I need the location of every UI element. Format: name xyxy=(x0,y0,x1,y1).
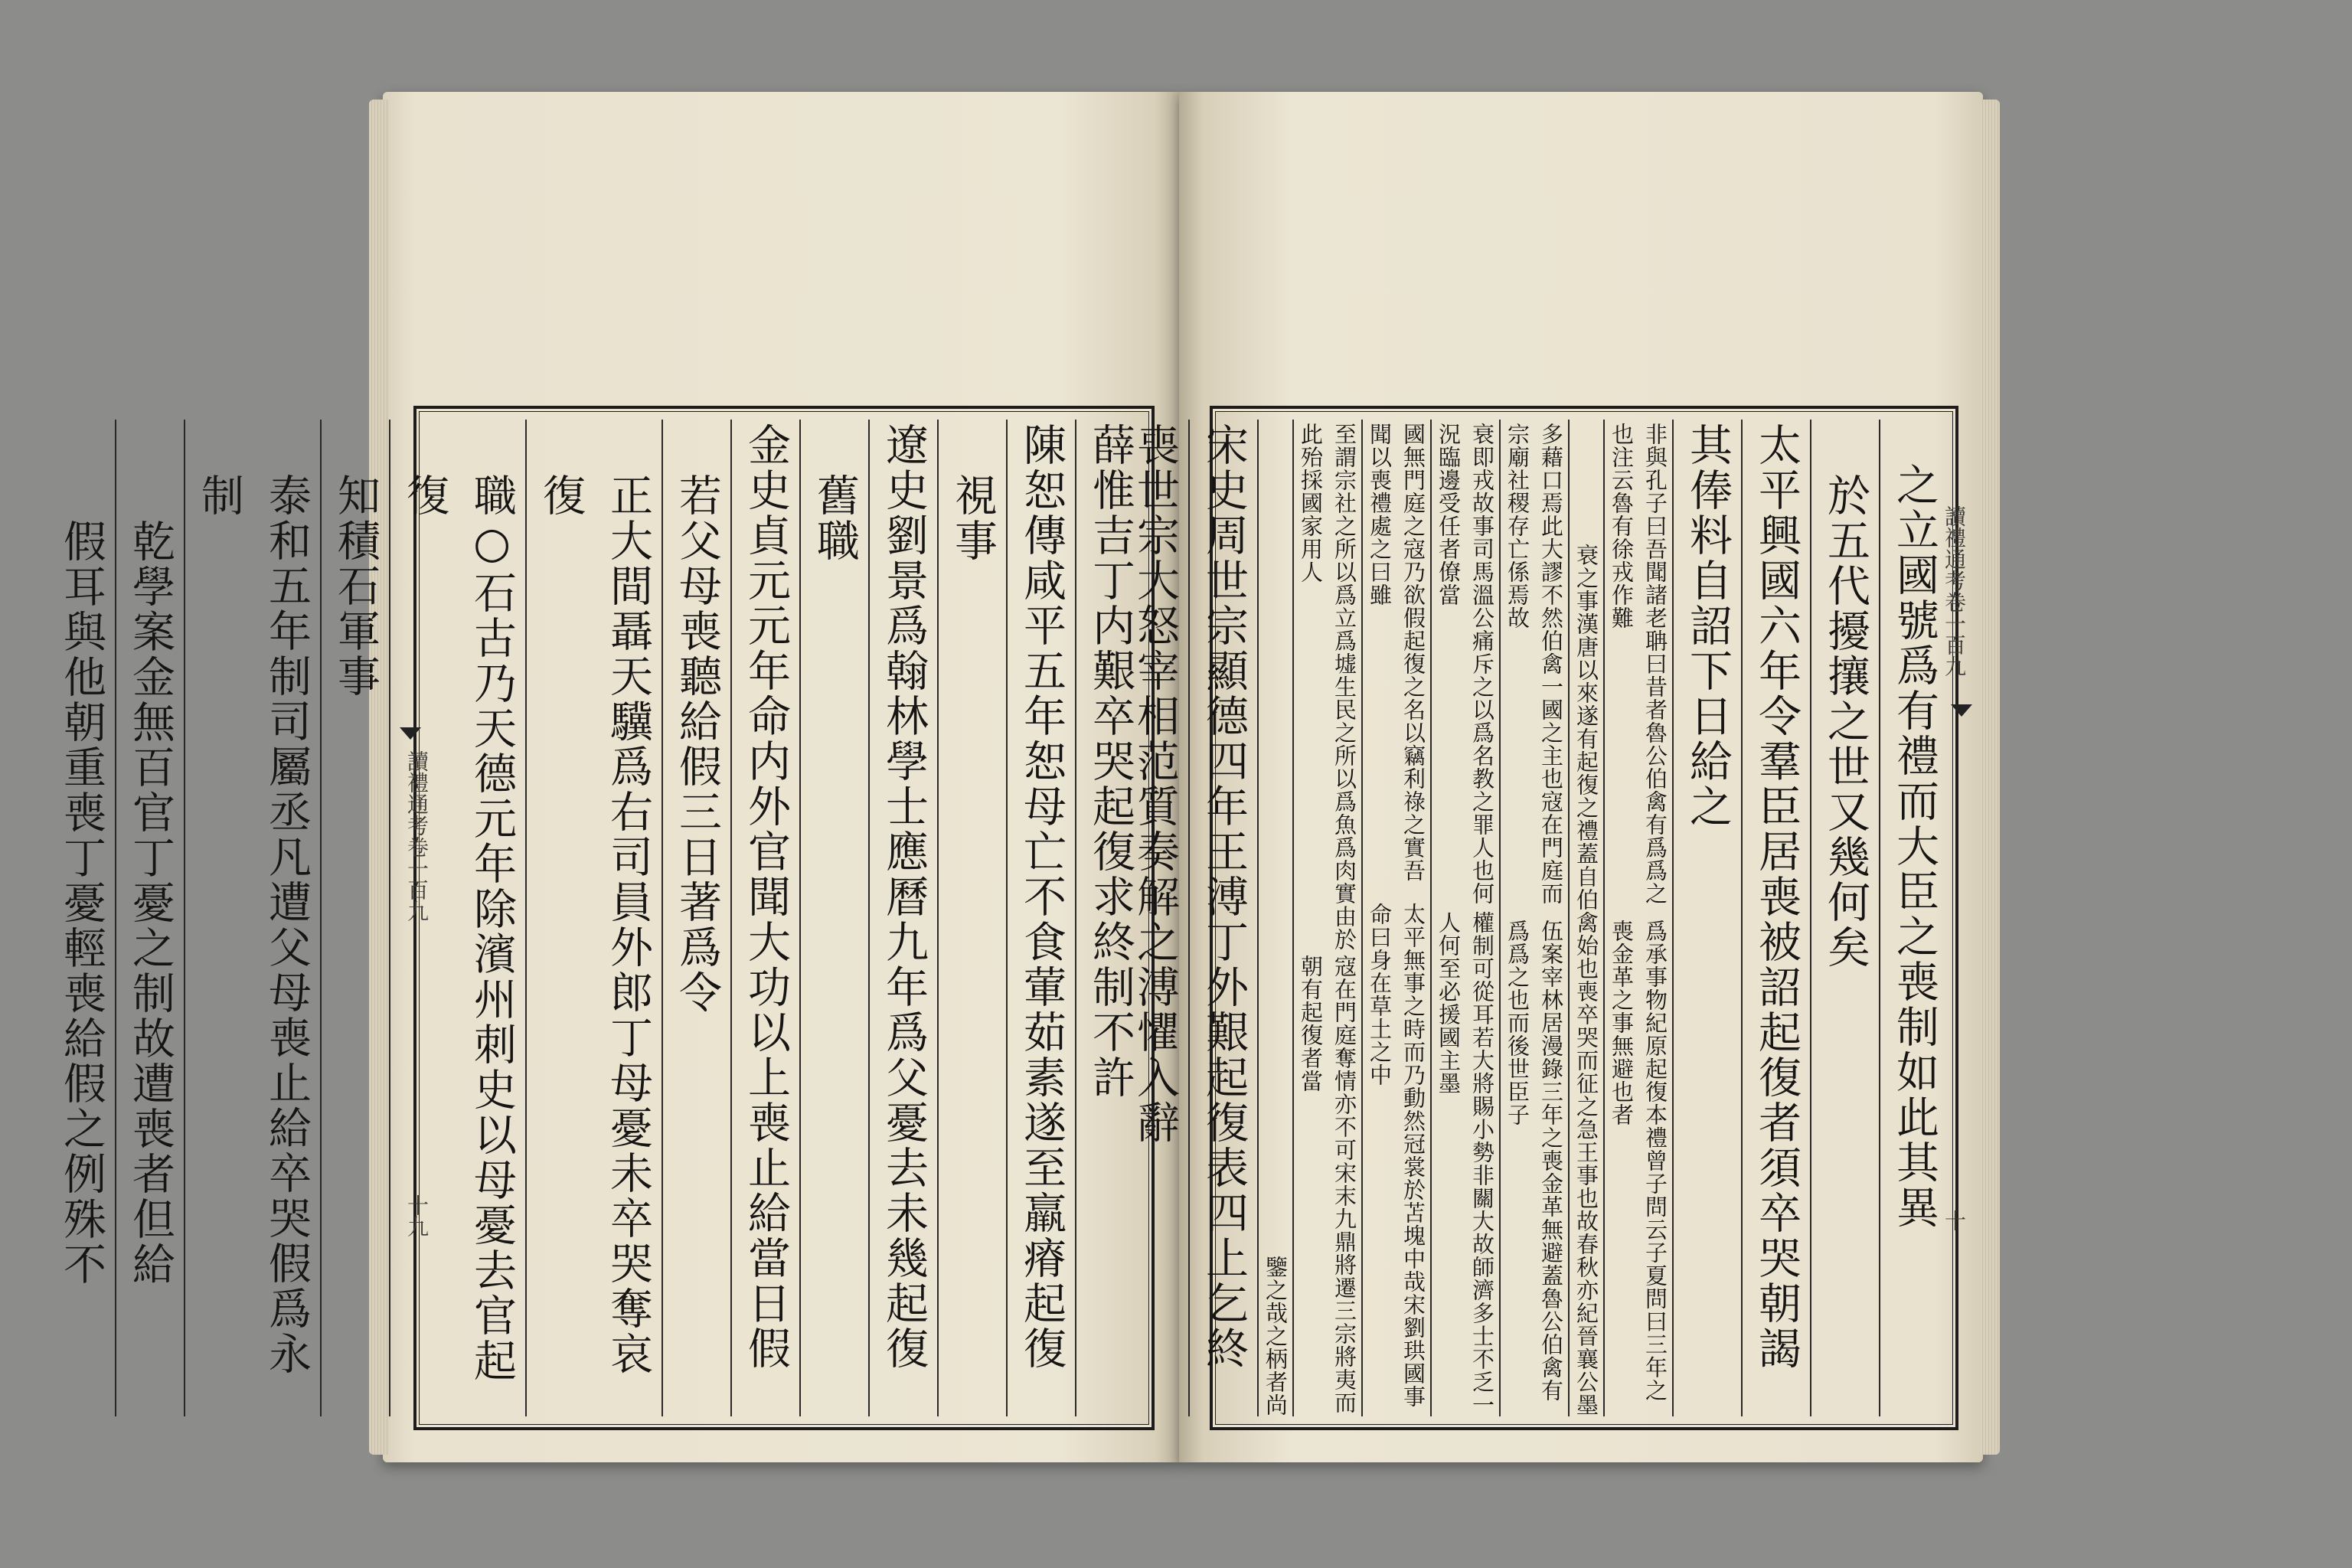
left-page-number: 十九 xyxy=(404,1194,430,1237)
right-page-edge xyxy=(1980,100,2000,1455)
left-text-column: 若父母喪聽給假三日著爲令 xyxy=(662,420,730,1416)
right-text-column xyxy=(1430,420,1499,1416)
left-banxin: 讀禮通考卷一百九 xyxy=(404,750,430,922)
right-text-column xyxy=(1499,420,1568,1416)
right-text-column xyxy=(1257,420,1292,1416)
left-page xyxy=(57,92,1179,1462)
left-text-column: 薛惟吉丁内艱卒哭起復求終制不許 xyxy=(1075,420,1144,1416)
commentary-line: 國無門庭之寇乃欲假起復之名以竊利祿之實吾聞以喪禮處之曰雖 xyxy=(1367,423,1426,882)
left-text-column: 泰和五年制司屬丞凡遭父母喪止給卒哭假爲永制 xyxy=(184,420,320,1416)
right-text-column: 之立國號爲有禮而大臣之喪制如此其異 xyxy=(1879,420,1948,1416)
commentary-line: 非與孔子曰吾聞諸老聃曰昔者魯公伯禽有爲爲之也注云魯有徐戎作難 xyxy=(1609,423,1668,905)
left-text-column: 視事 xyxy=(937,420,1006,1416)
commentary-line: 太平無事之時而乃動然冠裳於苫塊中哉宋劉珙國事命曰身在草土之中 xyxy=(1367,902,1426,1408)
left-text-column: 正大間聶天驥爲右司員外郎丁母憂未卒哭奪哀復 xyxy=(525,420,662,1416)
left-text-column: 假耳與他朝重喪丁憂輕喪給假之例殊不 xyxy=(57,519,106,1287)
left-text-column: 職○石古乃天德元年除濱州刺史以母憂去官起復 xyxy=(389,420,525,1416)
commentary-line: 爲承事物紀原起復本禮曾子問云子夏問曰三年之喪金革之事無避也者 xyxy=(1609,920,1668,1402)
right-page xyxy=(1130,92,1983,1462)
right-text-column: 於五代擾攘之世又幾何矣 xyxy=(1810,420,1879,1416)
right-text-column: 太平興國六年令羣臣居喪被詔起復者須卒哭朝謁 xyxy=(1741,420,1810,1416)
left-text-frame xyxy=(57,406,1155,1430)
commentary-line: 之柄者尚 xyxy=(1263,1325,1289,1416)
commentary-line: 寇在門庭奪情亦不可宋末九鼎將遷三宗將夷而朝有起復者當 xyxy=(1298,955,1357,1415)
commentary-line: 衰即戎故事司馬溫公痛斥之以爲名教之罪人也何況臨邊受任者僚當 xyxy=(1436,423,1495,905)
commentary-line: 喪卒哭而征之急王事也故春秋亦紀晉襄公墨 xyxy=(1573,980,1599,1416)
right-text-column xyxy=(1361,420,1430,1416)
fishtail-mark xyxy=(1951,704,1972,717)
left-text-column: 乾學案金無百官丁憂之制故遭喪者但給 xyxy=(115,420,184,1416)
fishtail-mark xyxy=(400,727,421,740)
right-columns xyxy=(1130,420,1948,1416)
commentary-line: 至謂宗社之所以爲立爲墟生民之所以爲魚爲肉實由於此殆採國家用人 xyxy=(1298,423,1357,951)
commentary-line: 衰之事漢唐以來遂有起復之禮蓋自伯禽始也 xyxy=(1573,544,1599,980)
commentary-line: 鑒之哉 xyxy=(1263,1256,1289,1325)
right-text-column xyxy=(1292,420,1361,1416)
right-text-frame xyxy=(1130,406,1958,1430)
right-text-column: 喪世宗大怒宰相范質奏解之溥懼入辭 xyxy=(1130,423,1180,1145)
commentary-line: 多藉口焉此大謬不然伯禽一國之主也寇在門庭而宗廟社稷存亡係焉故 xyxy=(1504,423,1564,905)
left-text-column: 陳恕傳咸平五年恕母亡不食葷茹素遂至羸瘠起復 xyxy=(1006,420,1075,1416)
right-text-column xyxy=(1603,420,1672,1416)
left-text-column: 知積石軍事 xyxy=(320,420,389,1416)
right-banxin: 讀禮通考卷一百九 xyxy=(1942,505,1967,677)
right-text-column xyxy=(1568,420,1603,1416)
left-text-column: 金史貞元元年命内外官聞大功以上喪止給當日假 xyxy=(730,420,799,1416)
left-text-column: 舊職 xyxy=(799,420,868,1416)
right-text-column: 其俸料自詔下日給之 xyxy=(1672,420,1741,1416)
right-text-column: 宋史周世宗顯德四年王溥丁外艱起復表四上乞終 xyxy=(1188,420,1257,1416)
left-text-column: 遼史劉景爲翰林學士應曆九年爲父憂去未幾起復 xyxy=(868,420,937,1416)
commentary-line: 權制可從耳若大將賜小勢非關大故師濟多士不乏一人何至必援國主墨 xyxy=(1436,911,1495,1416)
commentary-line: 伍案宰林居漫錄三年之喪金革無避蓋魯公伯禽有爲爲之也而後世臣子 xyxy=(1504,920,1564,1402)
open-book xyxy=(57,92,1998,1470)
right-page-number: 十 xyxy=(1942,1210,1967,1231)
